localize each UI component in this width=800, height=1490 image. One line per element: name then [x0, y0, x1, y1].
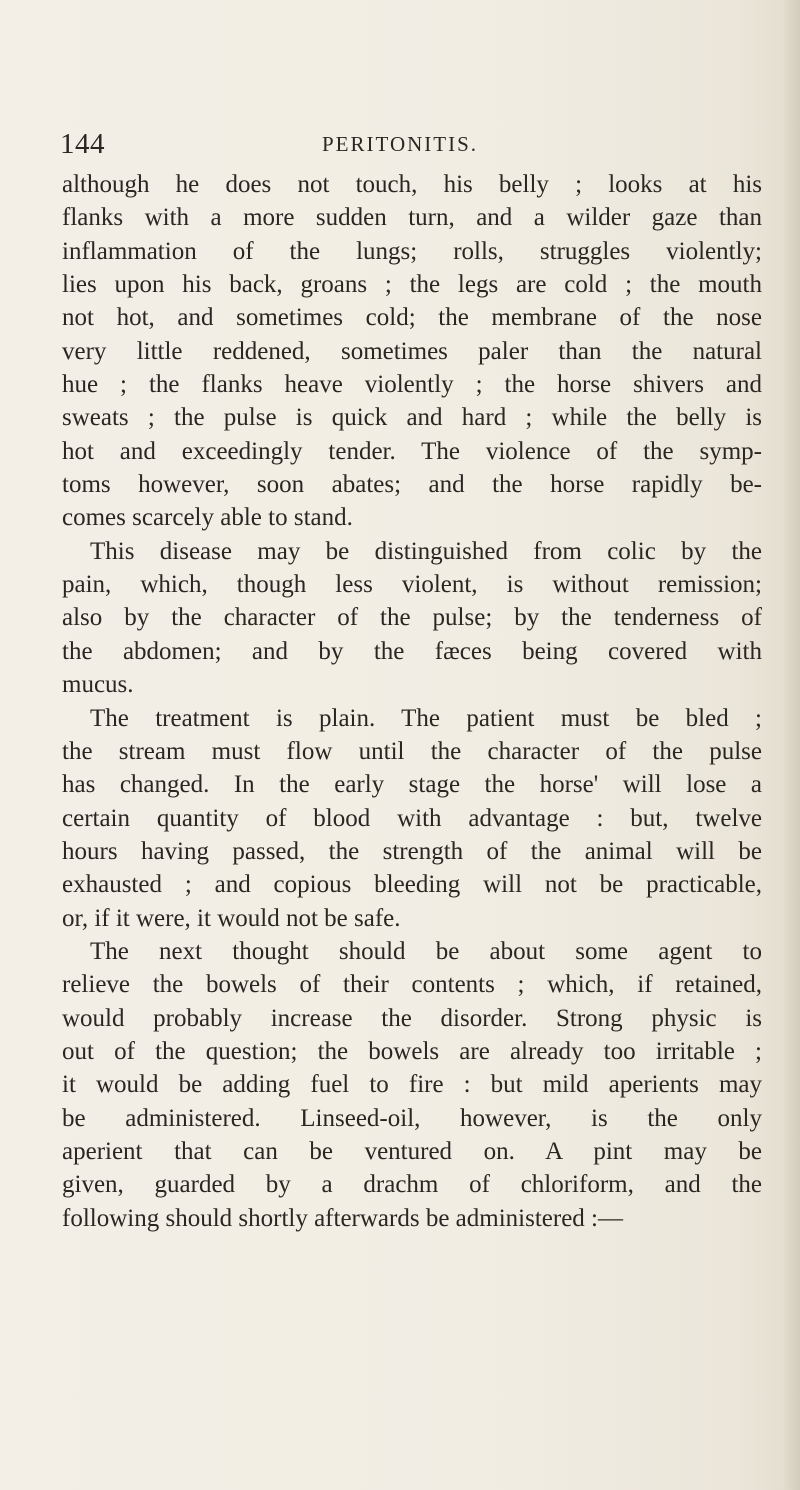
text-line: not hot, and sometimes cold; the membrane of the nose: [62, 304, 762, 332]
text-line: the abdomen; and by the fæces being covered with: [62, 637, 762, 665]
text-line: relieve the bowels of their contents ; which, if retained,: [62, 971, 762, 999]
text-line: inflammation of the lungs; rolls, struggles violently;: [62, 237, 762, 265]
text-line: very little reddened, sometimes paler than the natural: [62, 337, 762, 365]
text-line: has changed. In the early stage the horse' will lose a: [62, 771, 762, 799]
text-line: also by the character of the pulse; by the tenderness of: [62, 604, 762, 632]
text-line: The next thought should be about some agent to: [90, 937, 762, 965]
text-line: exhausted ; and copious bleeding will not be practicable,: [62, 871, 762, 899]
text-line: be administered. Linseed-oil, however, is the only: [62, 1104, 762, 1132]
text-line: given, guarded by a drachm of chloriform, and the: [62, 1171, 762, 1199]
text-line: aperient that can be ventured on. A pint may be: [62, 1137, 762, 1165]
text-line: comes scarcely able to stand.: [62, 504, 353, 532]
text-line: out of the question; the bowels are already too irritable ;: [62, 1037, 762, 1065]
text-line: sweats ; the pulse is quick and hard ; while the belly is: [62, 404, 762, 432]
text-line: mucus.: [62, 671, 134, 699]
text-line: hot and exceedingly tender. The violence of the symp-: [62, 437, 762, 465]
text-line: lies upon his back, groans ; the legs are cold ; the mouth: [62, 271, 762, 299]
text-line: The treatment is plain. The patient must be bled ;: [90, 704, 762, 732]
text-line: hue ; the flanks heave violently ; the horse shivers and: [62, 371, 762, 399]
text-line: the stream must flow until the character of the pulse: [62, 737, 762, 765]
text-line: hours having passed, the strength of the animal will be: [62, 837, 762, 865]
running-head: PERITONITIS.: [321, 132, 479, 156]
body-text: [62, 168, 762, 1235]
text-line: toms however, soon abates; and the horse rapidly be-: [62, 471, 762, 499]
text-line: or, if it were, it would not be safe.: [62, 904, 401, 932]
text-line: flanks with a more sudden turn, and a wilder gaze than: [62, 204, 762, 232]
page-edge-shadow: [782, 0, 800, 1490]
text-line: following should shortly afterwards be administered :—: [62, 1204, 623, 1232]
text-line: although he does not touch, his belly ; looks at his: [62, 171, 762, 198]
text-line: it would be adding fuel to fire : but mild aperients may: [62, 1071, 762, 1099]
page-number: 144: [60, 128, 105, 160]
text-line: This disease may be distinguished from colic by the: [90, 537, 762, 565]
page-header: [0, 128, 800, 168]
text-line: would probably increase the disorder. Strong physic is: [62, 1004, 762, 1032]
text-line: certain quantity of blood with advantage : but, twelve: [62, 804, 762, 832]
text-line: pain, which, though less violent, is without remission;: [62, 571, 762, 599]
